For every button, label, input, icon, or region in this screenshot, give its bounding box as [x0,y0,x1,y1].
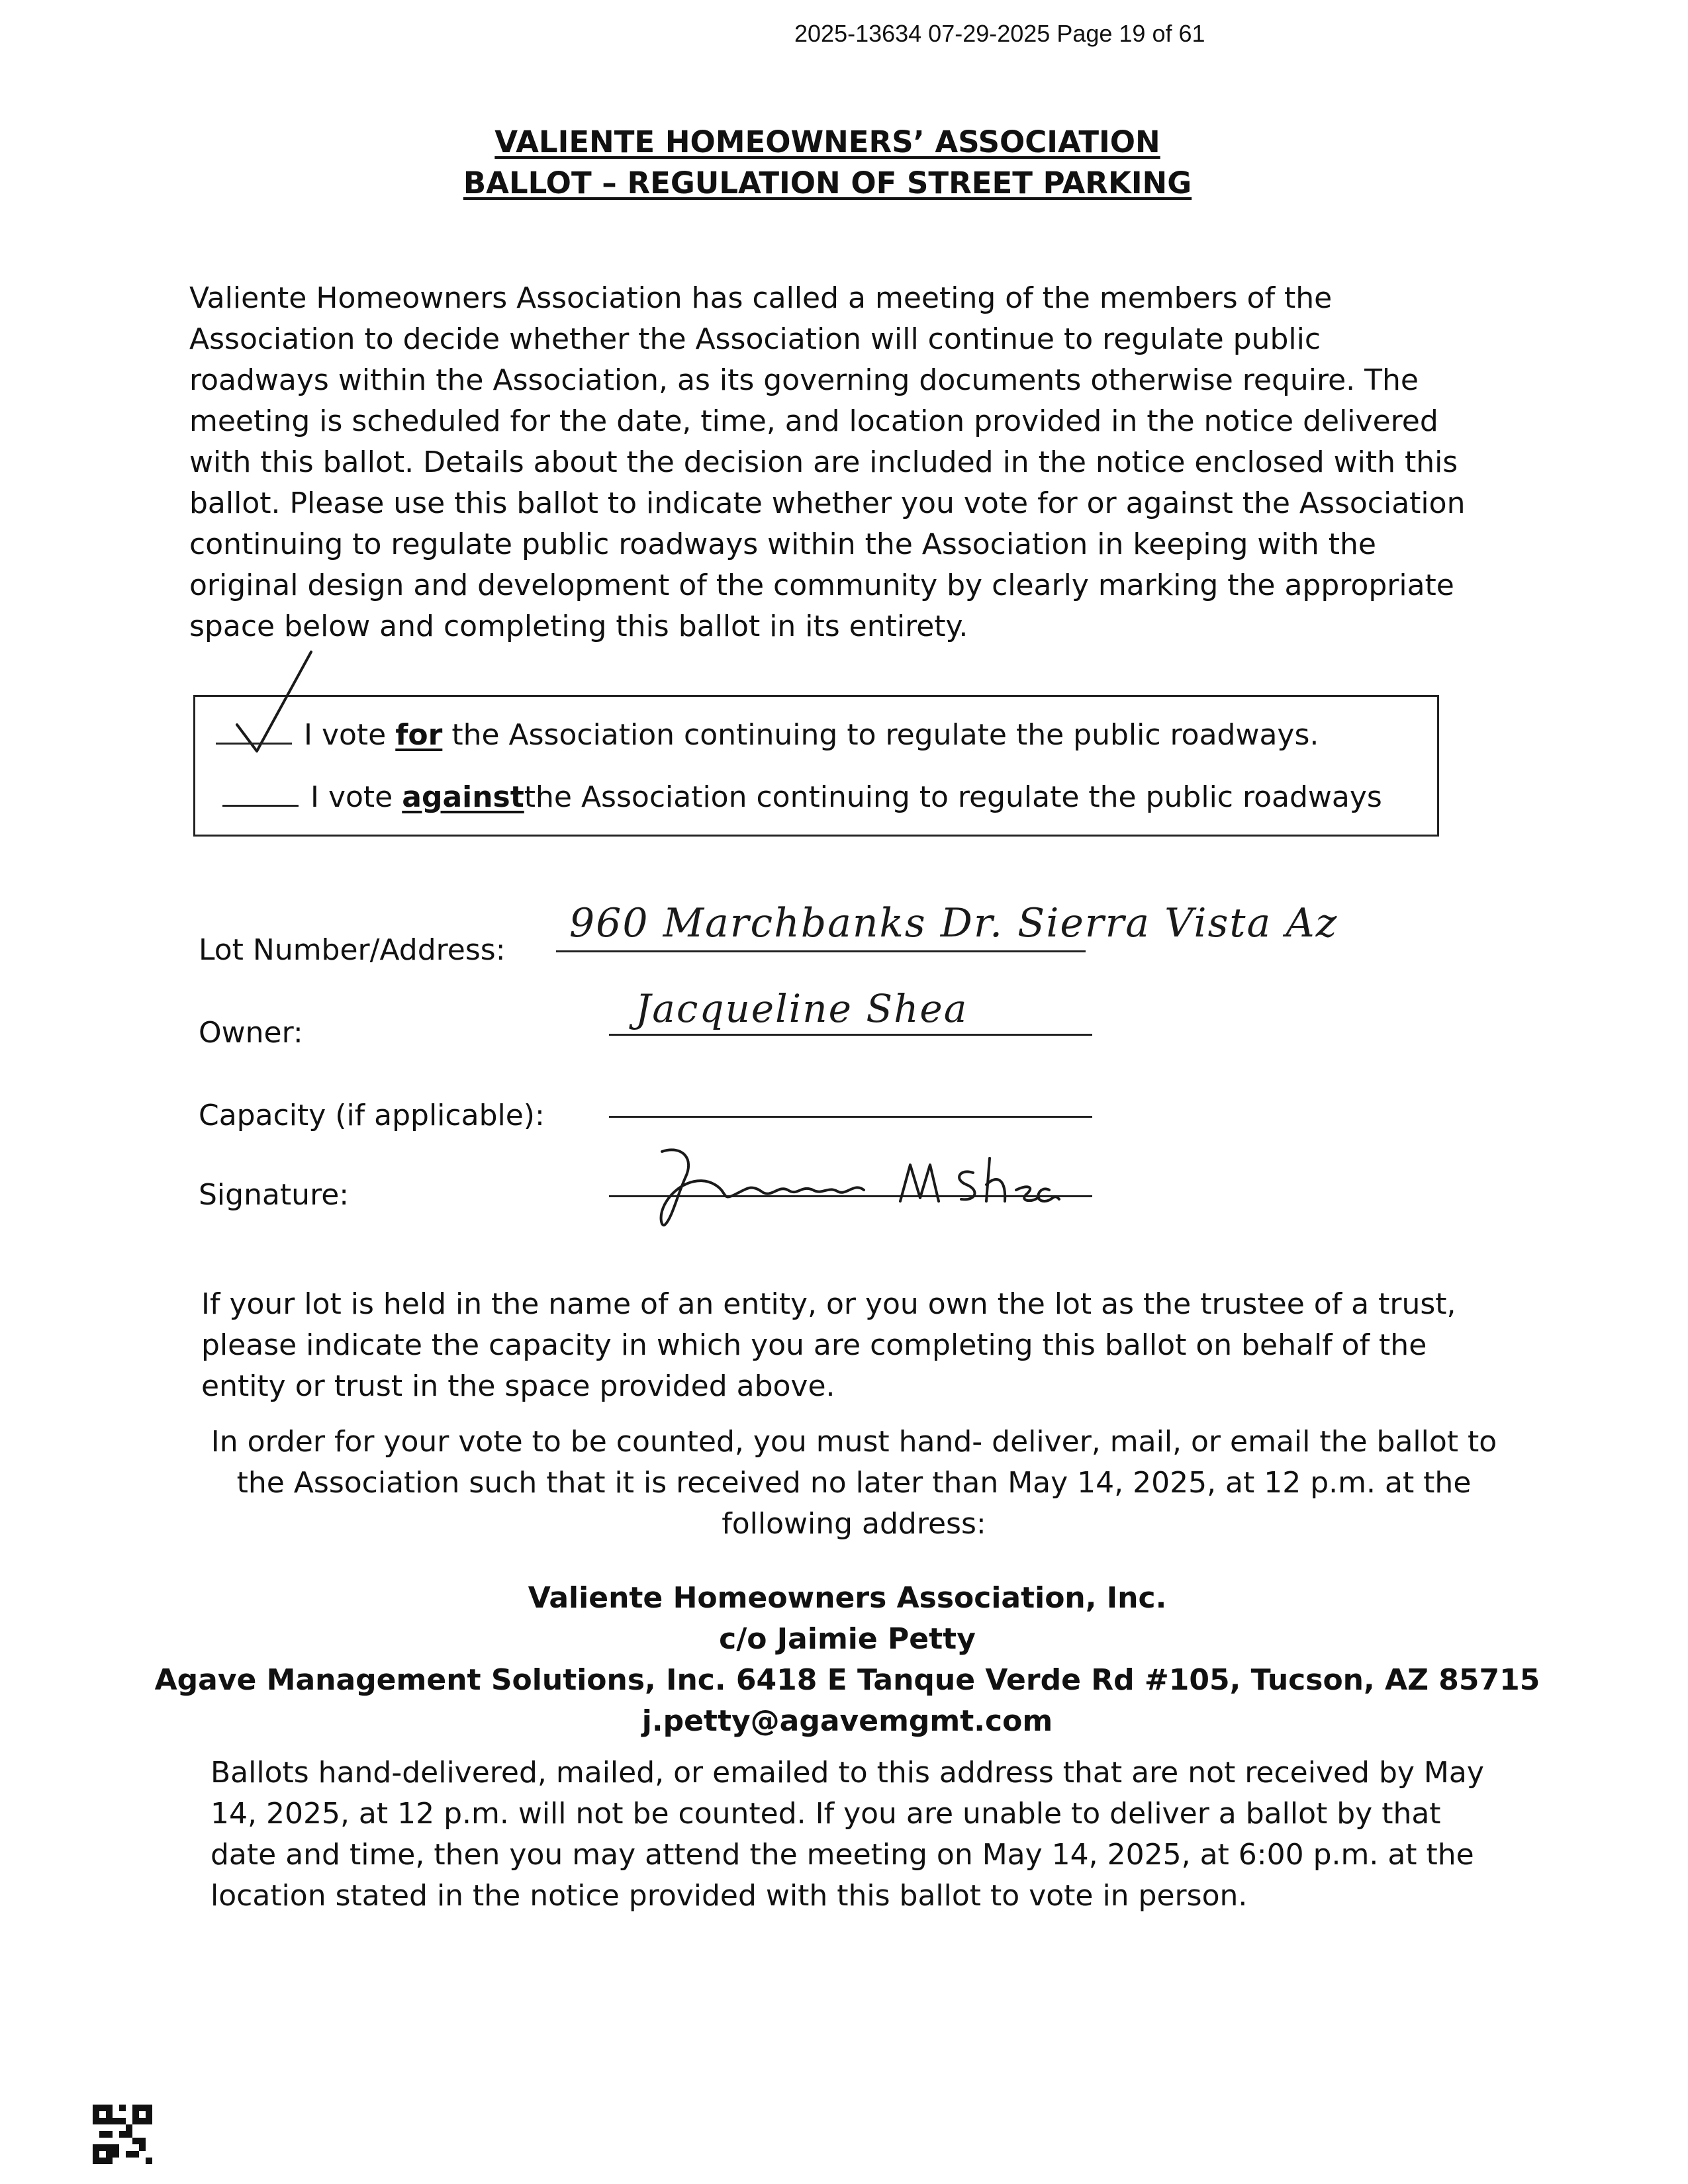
vote-against-suffix: the Association continuing to regulate the public roadways [524,780,1382,814]
intro-line: ballot. Please use this ballot to indicate whether you vote for or against the Association [189,486,1466,520]
lot-address-field[interactable]: 960 Marchbanks Dr. Sierra Vista Az [569,900,1338,946]
intro-line: roadways within the Association, as its governing documents otherwise require. The [189,363,1419,397]
signature-image [635,1138,1099,1231]
lot-address-label: Lot Number/Address: [199,933,506,967]
address-attention: c/o Jaimie Petty [719,1622,976,1656]
vote-against-keyword: against [402,780,524,814]
owner-label: Owner: [199,1016,303,1050]
owner-line [609,1034,1092,1036]
vote-against-option[interactable] [222,778,1382,814]
vote-for-option[interactable] [216,716,1319,752]
address-email[interactable]: j.petty@agavemgmt.com [641,1704,1053,1738]
vote-against-blank[interactable] [222,778,299,807]
vote-against-prefix: I vote [310,780,393,814]
page-stamp: 2025-13634 07-29-2025 Page 19 of 61 [794,20,1205,47]
vote-for-keyword: for [395,718,443,752]
signature-label: Signature: [199,1178,350,1212]
intro-paragraph [189,278,1465,647]
address-street: Agave Management Solutions, Inc. 6418 E Tanque Verde Rd #105, Tucson, AZ 85715 [154,1663,1540,1697]
document-subtitle: BALLOT – REGULATION OF STREET PARKING [463,165,1192,201]
closing-line: Ballots hand-delivered, mailed, or emailed to this address that are not received by May [211,1756,1484,1790]
vote-for-blank[interactable] [216,716,292,745]
intro-line: original design and development of the community by clearly marking the appropriate [189,569,1454,602]
mailing-address [20,1578,1675,1742]
intro-line: continuing to regulate public roadways within the Association in keeping with the [189,527,1376,561]
closing-paragraph [211,1752,1484,1917]
capacity-note-line: please indicate the capacity in which you are completing this ballot on behalf of the [201,1328,1427,1362]
lot-address-line [556,950,1086,952]
capacity-label: Capacity (if applicable): [199,1099,545,1132]
delivery-instructions [26,1422,1681,1545]
intro-line: Association to decide whether the Association will continue to regulate public [189,322,1321,356]
document-title: VALIENTE HOMEOWNERS’ ASSOCIATION [494,124,1160,159]
vote-for-prefix: I vote [304,718,387,752]
qr-code-icon [93,2105,152,2164]
capacity-note-line: If your lot is held in the name of an entity, or you own the lot as the trustee of a trust, [201,1287,1456,1321]
intro-line: meeting is scheduled for the date, time, and location provided in the notice delivered [189,404,1438,438]
closing-line: location stated in the notice provided with this ballot to vote in person. [211,1879,1248,1913]
capacity-note [201,1284,1456,1407]
closing-line: date and time, then you may attend the meeting on May 14, 2025, at 6:00 p.m. at the [211,1838,1474,1872]
delivery-line: In order for your vote to be counted, you must hand- deliver, mail, or email the ballot to [211,1425,1497,1459]
delivery-line: the Association such that it is received no later than May 14, 2025, at 12 p.m. at the [236,1466,1472,1500]
delivery-line: following address: [722,1507,986,1541]
intro-line: Valiente Homeowners Association has called a meeting of the members of the [189,281,1333,315]
capacity-field[interactable] [609,1116,1092,1118]
vote-for-suffix: the Association continuing to regulate the public roadways. [451,718,1319,752]
closing-line: 14, 2025, at 12 p.m. will not be counted. If you are unable to deliver a ballot by that [211,1797,1441,1831]
intro-line: space below and completing this ballot in its entirety. [189,610,968,643]
intro-line: with this ballot. Details about the decision are included in the notice enclosed with this [189,445,1458,479]
address-org: Valiente Homeowners Association, Inc. [528,1581,1167,1615]
capacity-note-line: entity or trust in the space provided above. [201,1369,835,1403]
owner-field[interactable]: Jacqueline Shea [635,986,968,1031]
